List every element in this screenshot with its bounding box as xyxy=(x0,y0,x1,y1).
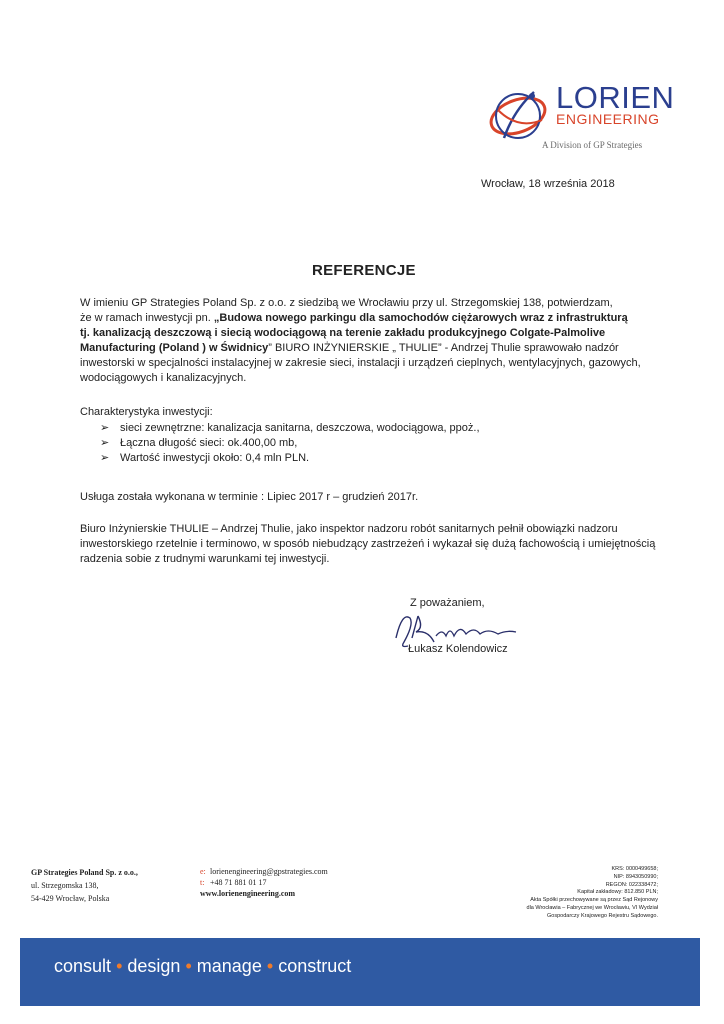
tagline-band xyxy=(20,938,700,1006)
company-logo xyxy=(484,80,684,160)
signatory-name: Łukasz Kolendowicz xyxy=(408,643,508,655)
intro-line xyxy=(80,311,640,326)
closing-greeting: Z poważaniem, xyxy=(410,597,485,609)
footer-contact xyxy=(200,866,328,899)
list-item xyxy=(100,436,480,451)
intro-paragraph xyxy=(80,296,640,386)
assessment-line: inwestorskiego rzetelnie i terminowo, w sposób niebudzący zastrzeżeń i wykazał się dużą fachowością i umiejętnością xyxy=(80,538,656,550)
legal-line: Akta Spółki przechowywane są przez Sąd Rejonowy xyxy=(530,897,658,904)
footer-phone-row xyxy=(200,877,328,888)
intro-line: inwestorski w specjalności instalacyjnej w zakresie sieci, instalacji i urządzeń cieplnych, wentylacyjnych, gazowych, xyxy=(80,357,641,369)
tagline-word: construct xyxy=(278,956,352,976)
tagline-separator: • xyxy=(266,956,274,976)
footer-address xyxy=(31,866,138,905)
footer-street: ul. Strzegomska 138, xyxy=(31,881,99,890)
assessment-paragraph xyxy=(80,522,656,567)
legal-line: Gospodarczy Krajowego Rejestru Sądowego. xyxy=(547,912,658,919)
footer-city: 54-429 Wrocław, Polska xyxy=(31,894,110,903)
arrow-bullet-icon: ➢ xyxy=(100,437,110,449)
intro-bold-text: Manufacturing (Poland ) w Świdnicy xyxy=(80,342,269,354)
tagline-word: design xyxy=(127,956,181,976)
assessment-line: Biuro Inżynierskie THULIE – Andrzej Thulie, jako inspektor nadzoru robót sanitarnych pełnił obowiązki nadzoru xyxy=(80,523,618,535)
intro-line: wodociągowych i kanalizacyjnych. xyxy=(80,372,247,384)
arrow-bullet-icon: ➢ xyxy=(100,422,110,434)
arrow-bullet-icon: ➢ xyxy=(100,452,110,464)
list-item xyxy=(100,451,480,466)
intro-bold-text: tj. kanalizacją deszczową i siecią wodociągową na terenie zakładu produkcyjnego Colgate-Palmolive xyxy=(80,327,606,339)
list-item-text: sieci zewnętrzne: kanalizacja sanitarna, deszczowa, wodociągowa, ppoż., xyxy=(120,422,480,434)
footer-company: GP Strategies Poland Sp. z o.o., xyxy=(31,868,138,877)
assessment-line: radzenia sobie z trudnymi warunkami tej inwestycji. xyxy=(80,553,330,565)
intro-line: W imieniu GP Strategies Poland Sp. z o.o. z siedzibą we Wrocławiu przy ul. Strzegomskiej 138, potwierdzam, xyxy=(80,297,613,309)
footer-website-link[interactable]: www.lorienengineering.com xyxy=(200,889,296,898)
intro-line xyxy=(80,326,640,341)
service-period: Usługa została wykonana w terminie : Lipiec 2017 r – grudzień 2017r. xyxy=(80,491,419,503)
tagline-word: consult xyxy=(54,956,112,976)
footer-legal xyxy=(440,866,658,921)
logo-name: LORIEN xyxy=(556,80,675,115)
list-item-text: Łączna długość sieci: ok.400,00 mb, xyxy=(120,437,298,449)
footer-phone: +48 71 881 01 17 xyxy=(210,878,267,887)
email-label: e: xyxy=(200,867,206,876)
logo-division: A Division of GP Strategies xyxy=(542,140,643,150)
legal-line: REGON: 022338472; xyxy=(605,881,658,888)
list-item xyxy=(100,421,480,436)
legal-line: NIP: 8943050990; xyxy=(613,873,658,880)
characteristics-list xyxy=(100,421,480,466)
list-item-text: Wartość inwestycji około: 0,4 mln PLN. xyxy=(120,452,310,464)
logo-subtitle: ENGINEERING xyxy=(556,111,660,127)
letter-date: Wrocław, 18 września 2018 xyxy=(481,178,615,190)
intro-text: ” BIURO INŻYNIERSKIE „ THULIE” - Andrzej Thulie sprawowało nadzór xyxy=(268,342,619,354)
phone-label: t: xyxy=(200,878,205,887)
footer-email-link[interactable]: lorienengineering@gpstrategies.com xyxy=(210,867,328,876)
legal-line: Kapitał zakładowy: 812.850 PLN; xyxy=(577,889,658,896)
legal-line: KRS: 0000499658; xyxy=(611,866,658,872)
intro-bold-text: „Budowa nowego parkingu dla samochodów ciężarowych wraz z infrastrukturą xyxy=(213,312,628,324)
tagline-separator: • xyxy=(116,956,123,976)
legal-line: dla Wrocławia – Fabrycznej we Wrocławiu, VI Wydział xyxy=(526,904,658,911)
tagline xyxy=(54,956,351,977)
intro-line xyxy=(80,341,640,356)
letter-title: REFERENCJE xyxy=(312,262,416,279)
intro-text: że w ramach inwestycji pn. xyxy=(80,312,214,324)
tagline-word: manage xyxy=(196,956,262,976)
tagline-separator: • xyxy=(185,956,192,976)
characteristics-heading: Charakterystyka inwestycji: xyxy=(80,406,213,418)
footer-email-row xyxy=(200,866,328,877)
